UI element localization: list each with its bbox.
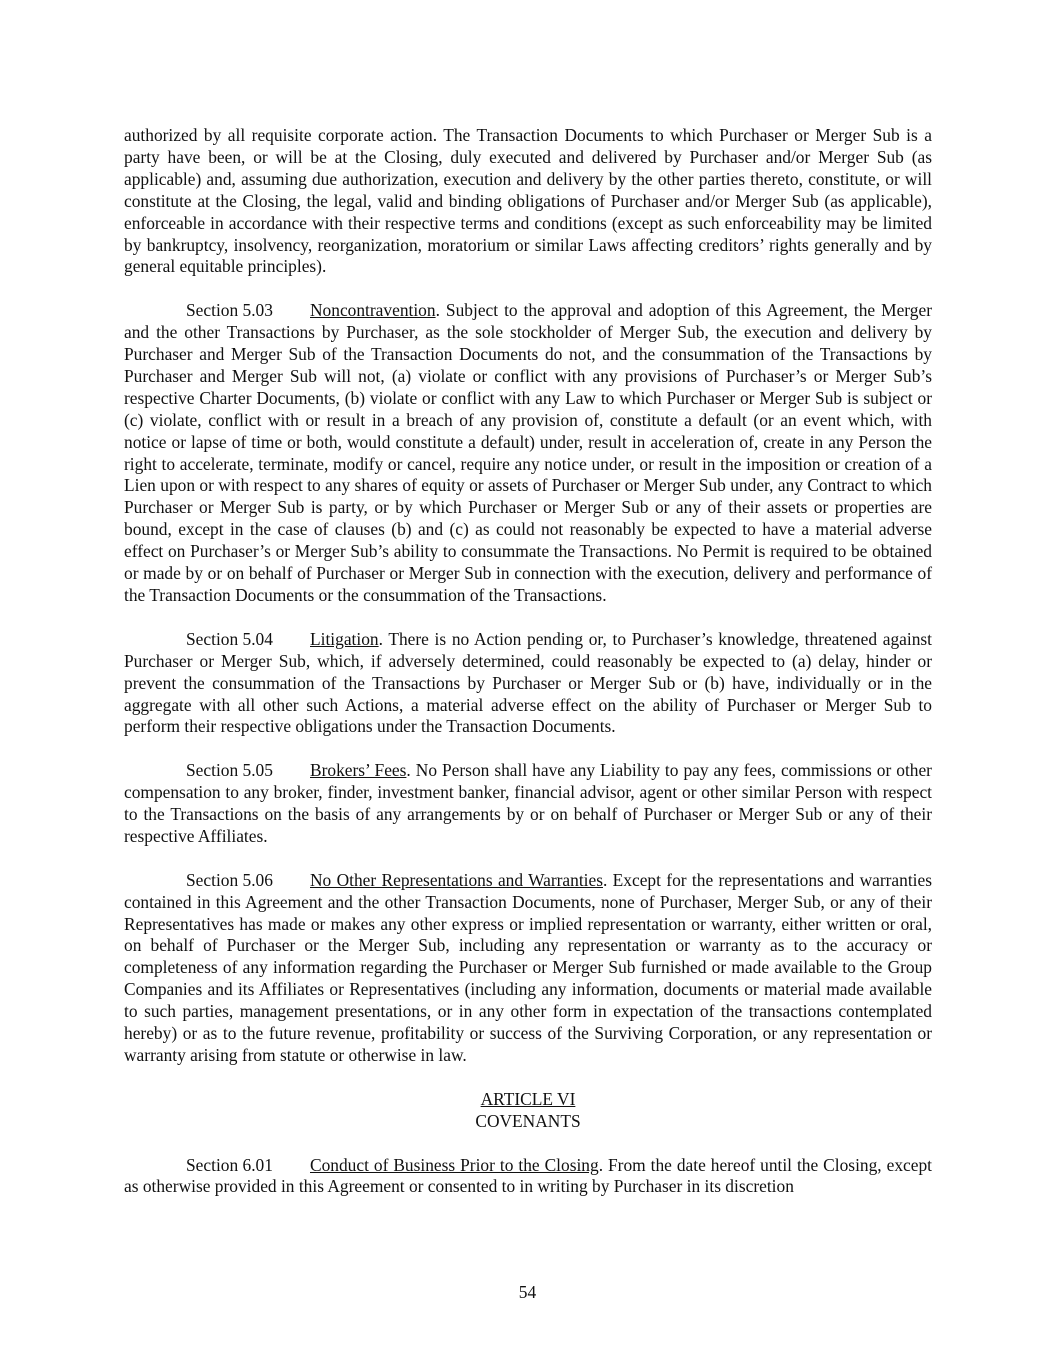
article-title: COVENANTS [475,1110,581,1131]
section-5-06 [124,870,932,1067]
section-6-01 [124,1155,932,1199]
section-number: Section 5.05 [186,760,273,781]
section-heading: Conduct of Business Prior to the Closing [310,1154,599,1175]
section-5-05 [124,760,932,848]
document-page [124,125,932,1220]
section-body: . From the date hereof until the Closing, except as otherwise provided in this Agreement or consented to in writing by Purchaser in its discretion [124,1154,932,1197]
article-number: ARTICLE VI [480,1088,576,1109]
section-number: Section 5.06 [186,869,273,890]
section-body: . Subject to the approval and adoption of this Agreement, the Merger and the other Transactions by Purchaser, as the sole stockholder of Merger Sub, the execution and delivery by Purchaser and Merger Sub of the Transaction Documents do not, and the consummation of the Transactions by Purchaser and Merger Sub will not, (a) violate or conflict with any provisions of Purchaser’s or Merger Sub’s respective Charter Documents, (b) violate or conflict with any Law to which Purchaser or Merger Sub is subject or (c) violate, conflict with or result in a breach of any provision of, constitute a default (or an event which, with notice or lapse of time or both, would constitute a default) under, result in acceleration of, create in any Person the right to accelerate, terminate, modify or cancel, require any notice under, or result in the imposition or creation of a Lien upon or with respect to any shares of equity or assets of Purchaser or Merger Sub under, any Contract to which Purchaser or Merger Sub is party, or by which Purchaser or Merger Sub or any of their assets or properties are bound, except in the case of clauses (b) and (c) as could not reasonably be expected to have a material adverse effect on Purchaser’s or Merger Sub’s ability to consummate the Transactions. No Permit is required to be obtained or made by or on behalf of Purchaser or Merger Sub in connection with the execution, delivery and performance of the Transaction Documents or the consummation of the Transactions. [124,300,932,606]
section-heading: Brokers’ Fees [310,760,407,781]
section-heading: Noncontravention [310,300,436,321]
section-body: . Except for the representations and warranties contained in this Agreement and the other Transaction Documents, none of Purchaser, Merger Sub, or any of their Representatives has made or makes any other express or implied representation or warranty, either written or oral, on behalf of Purchaser or the Merger Sub, including any representation or warranty as to the accuracy or completeness of any information regarding the Purchaser or Merger Sub furnished or made available to the Group Companies and its Affiliates or Representatives (including any information, documents or material made available to such parties, management presentations, or in any other form in expectation of the transactions contemplated hereby) or as to the future revenue, profitability or success of the Surviving Corporation, or any representation or warranty arising from statute or otherwise in law. [124,869,932,1065]
section-5-03 [124,300,932,607]
section-heading: No Other Representations and Warranties [310,869,603,890]
section-body: . There is no Action pending or, to Purchaser’s knowledge, threatened against Purchaser or Merger Sub, which, if adversely determined, could reasonably be expected to (a) delay, hinder or prevent the consummation of the Transactions by Purchaser or Merger Sub or (b) have, individually or in the aggregate with all other such Actions, a material adverse effect on the ability of Purchaser or Merger Sub to perform their respective obligations under the Transaction Documents. [124,628,932,737]
section-number: Section 5.04 [186,628,273,649]
page-number: 54 [518,1282,537,1302]
section-body: . No Person shall have any Liability to pay any fees, commissions or other compensation to any broker, finder, investment banker, financial advisor, agent or other similar Person with respect to the Transactions on the basis of any arrangements by or on behalf of Purchaser or Merger Sub or any of their respective Affiliates. [124,760,932,846]
section-heading: Litigation [310,628,379,649]
article-heading [124,1089,932,1133]
section-number: Section 6.01 [186,1154,273,1175]
section-number: Section 5.03 [186,300,273,321]
paragraph-continuation: authorized by all requisite corporate action. The Transaction Documents to which Purchaser or Merger Sub is a party have been, or will be at the Closing, duly executed and delivered by Purchaser and/or Merger Sub (as applicable) and, assuming due authorization, execution and delivery by the other parties thereto, constitute, or will constitute at the Closing, the legal, valid and binding obligations of Purchaser and/or Merger Sub (as applicable), enforceable in accordance with their respective terms and conditions (except as such enforceability may be limited by bankruptcy, insolvency, reorganization, moratorium or similar Laws affecting creditors’ rights generally and by general equitable principles). [124,125,932,277]
section-5-04 [124,629,932,739]
